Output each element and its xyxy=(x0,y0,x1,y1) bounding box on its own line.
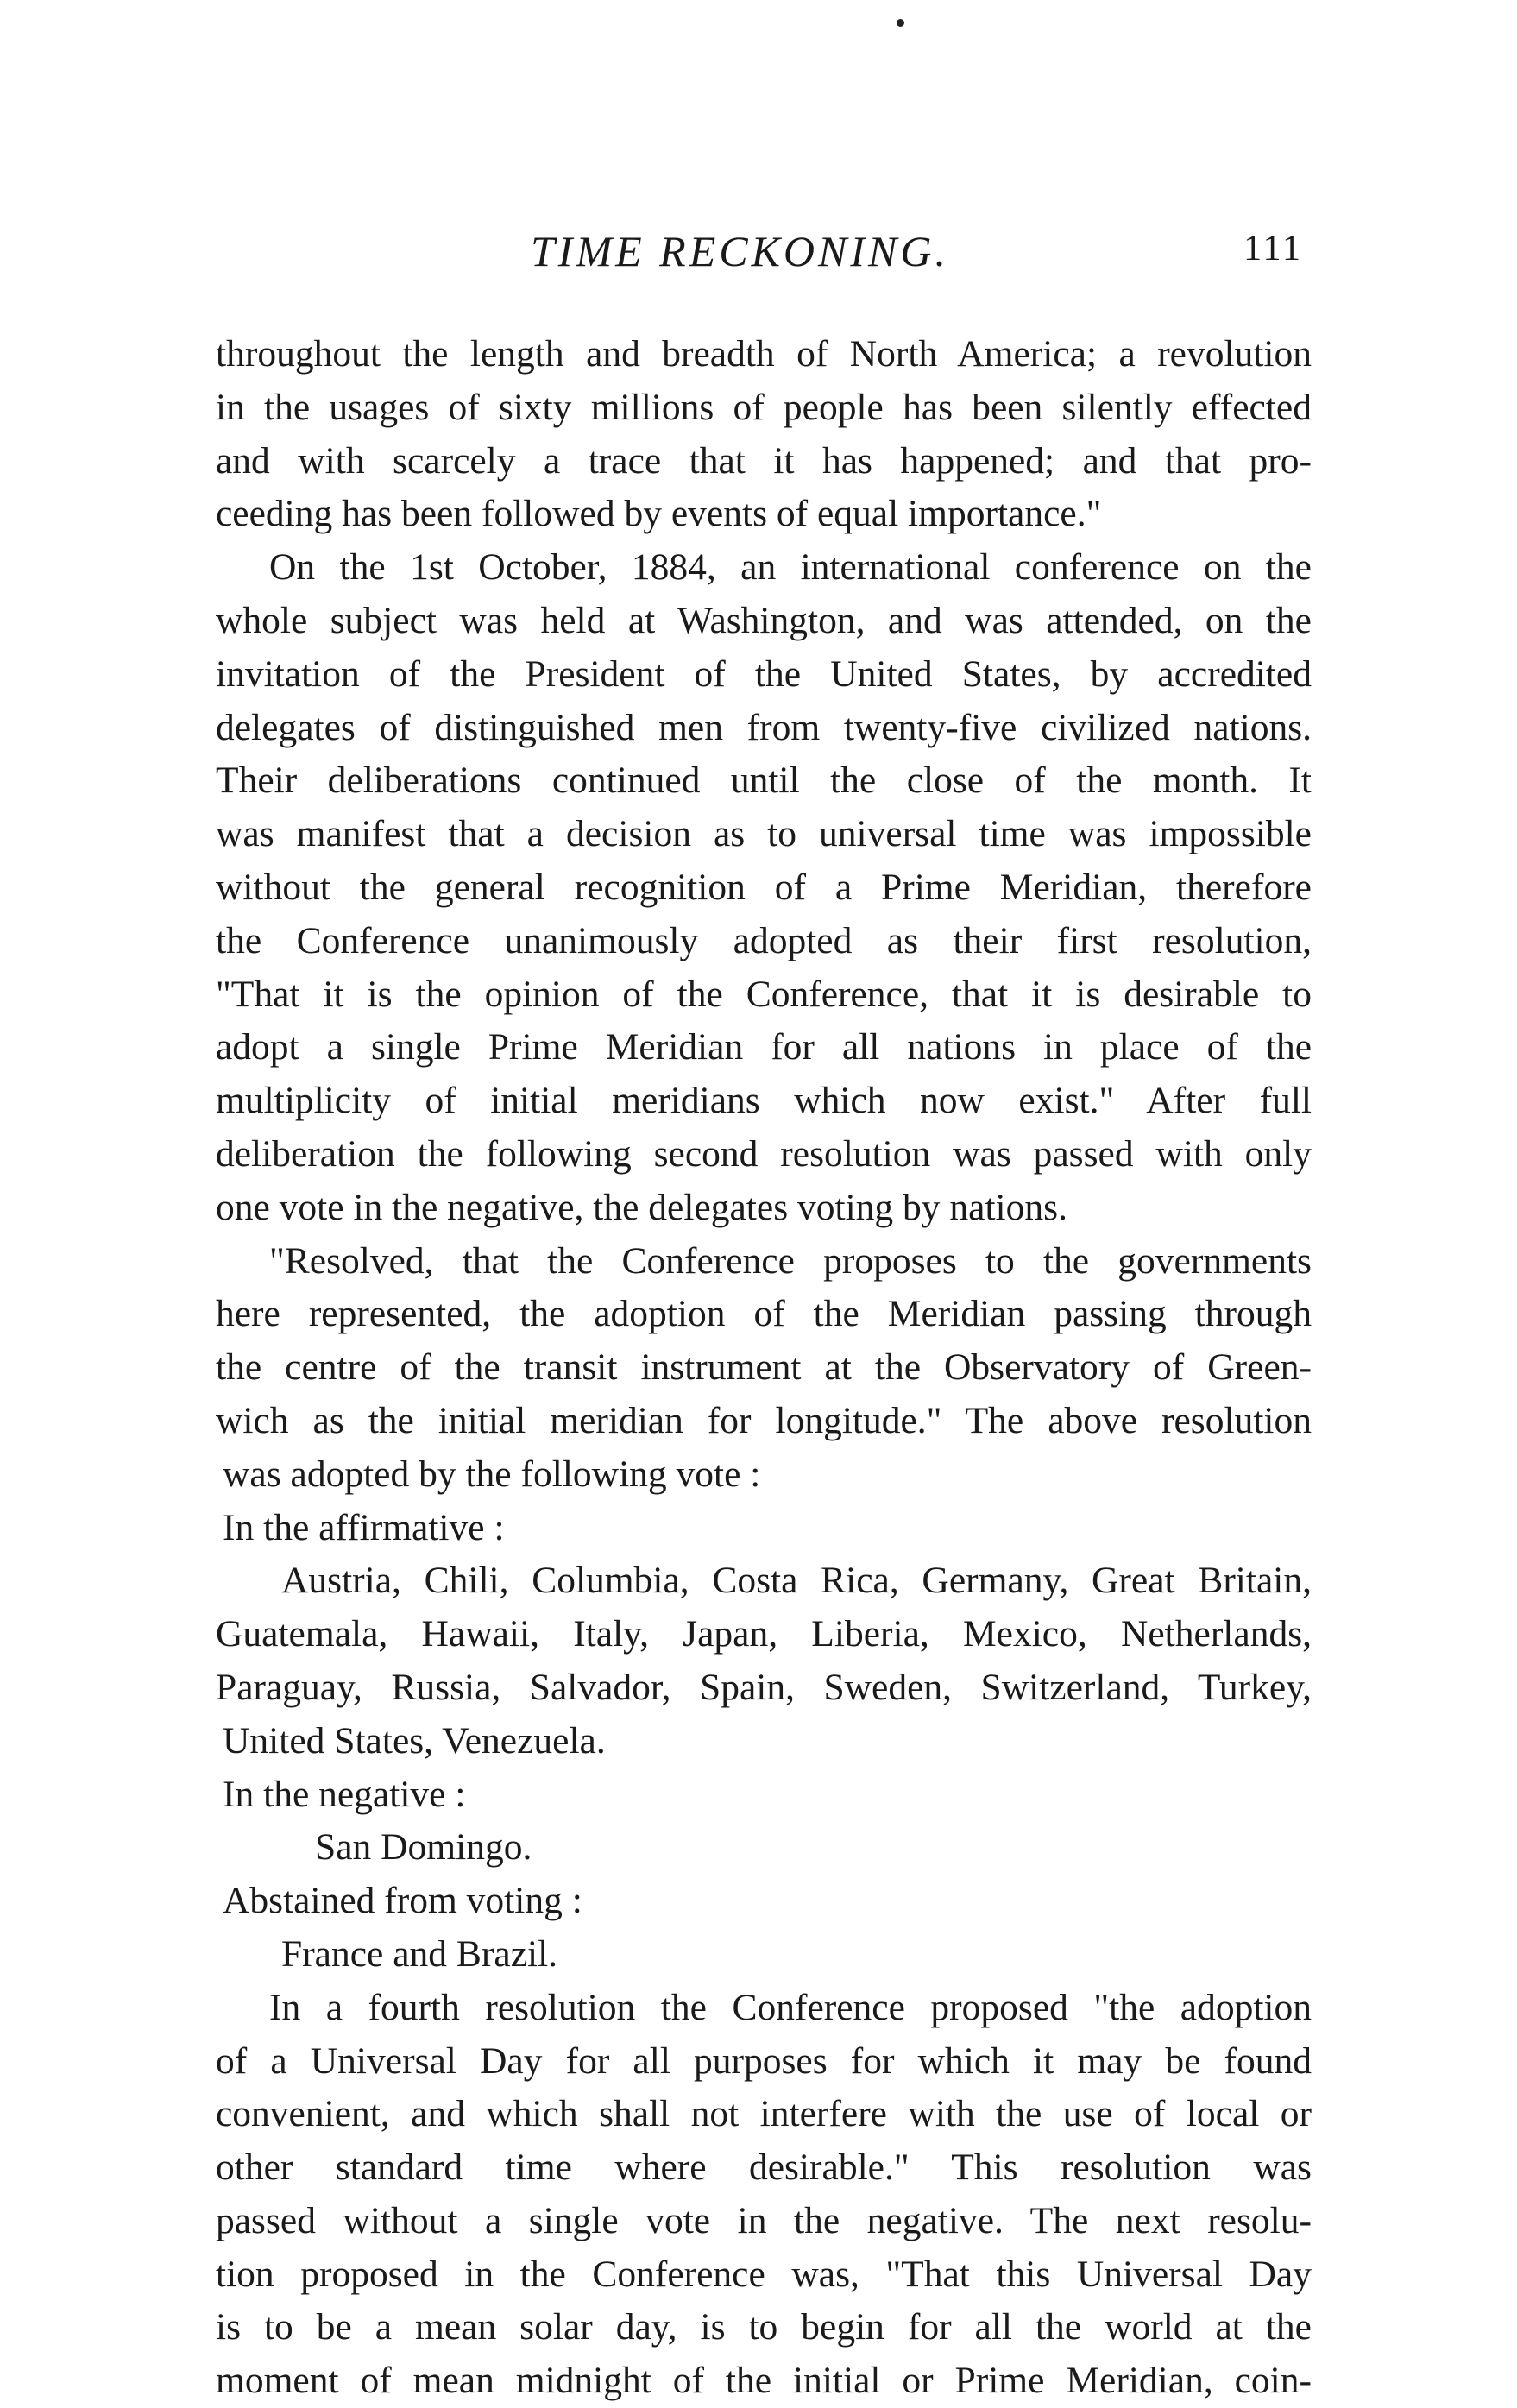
text-line: was adopted by the following vote : xyxy=(223,1453,761,1495)
text-line: of a Universal Day for all purposes for which it may be found xyxy=(216,2039,1312,2082)
page-number: 111 xyxy=(1243,229,1303,268)
text-line: Paraguay, Russia, Salvador, Spain, Sweden, Switzerland, Turkey, xyxy=(216,1666,1312,1708)
text-line: invitation of the President of the United States, by accredited xyxy=(216,652,1312,695)
text-line: multiplicity of initial meridians which now exist." After full xyxy=(216,1080,1312,1122)
text-line: "Resolved, that the Conference proposes to the governments xyxy=(269,1239,1312,1282)
text-line: United States, Venezuela. xyxy=(223,1719,606,1762)
text-line: Guatemala, Hawaii, Italy, Japan, Liberia, Mexico, Netherlands, xyxy=(216,1613,1312,1655)
text-line: one vote in the negative, the delegates voting by nations. xyxy=(216,1186,1067,1228)
body-text xyxy=(216,328,1312,2408)
text-line: In the affirmative : xyxy=(223,1506,505,1548)
text-line: Abstained from voting : xyxy=(223,1880,582,1922)
text-line: convenient, and which shall not interfere with the use of local or xyxy=(216,2093,1312,2135)
ink-dot xyxy=(897,19,904,27)
text-line: the Conference unanimously adopted as their first resolution, xyxy=(216,919,1312,961)
text-line: delegates of distinguished men from twenty-five civilized nations. xyxy=(216,706,1312,748)
text-line: the centre of the transit instrument at the Observatory of Green- xyxy=(216,1346,1312,1389)
text-line: Austria, Chili, Columbia, Costa Rica, Germany, Great Britain, xyxy=(281,1560,1312,1602)
running-title: TIME RECKONING. xyxy=(531,227,949,275)
text-line: In a fourth resolution the Conference proposed "the adoption xyxy=(269,1986,1312,2028)
text-line: moment of mean midnight of the initial or Prime Meridian, coin- xyxy=(216,2360,1312,2402)
text-line: On the 1st October, 1884, an international conference on the xyxy=(269,546,1312,589)
text-line: in the usages of sixty millions of people has been silently effected xyxy=(216,386,1312,428)
text-line: Their deliberations continued until the close of the month. It xyxy=(216,760,1312,802)
text-line: here represented, the adoption of the Meridian passing through xyxy=(216,1293,1312,1335)
text-line: France and Brazil. xyxy=(281,1932,558,1975)
text-line: tion proposed in the Conference was, "That this Universal Day xyxy=(216,2253,1312,2295)
text-line: adopt a single Prime Meridian for all nations in place of the xyxy=(216,1026,1312,1068)
text-line: other standard time where desirable." This resolution was xyxy=(216,2146,1312,2189)
running-head xyxy=(216,226,1312,287)
text-line: In the negative : xyxy=(223,1773,466,1815)
text-line: whole subject was held at Washington, and was attended, on the xyxy=(216,599,1312,641)
text-line: and with scarcely a trace that it has happened; and that pro- xyxy=(216,439,1312,482)
text-line: San Domingo. xyxy=(315,1826,532,1869)
text-line: deliberation the following second resolution was passed with only xyxy=(216,1132,1312,1175)
text-line: is to be a mean solar day, is to begin for all the world at the xyxy=(216,2306,1312,2348)
text-line: throughout the length and breadth of North America; a revolution xyxy=(216,333,1312,375)
text-line: ceeding has been followed by events of equal importance." xyxy=(216,493,1102,535)
text-line: wich as the initial meridian for longitude." The above resolution xyxy=(216,1399,1312,1441)
text-line: passed without a single vote in the negative. The next resolu- xyxy=(216,2199,1312,2241)
text-line: "That it is the opinion of the Conference, that it is desirable to xyxy=(216,973,1312,1015)
text-line: without the general recognition of a Prime Meridian, therefore xyxy=(216,866,1312,908)
text-line: was manifest that a decision as to universal time was impossible xyxy=(216,813,1312,855)
